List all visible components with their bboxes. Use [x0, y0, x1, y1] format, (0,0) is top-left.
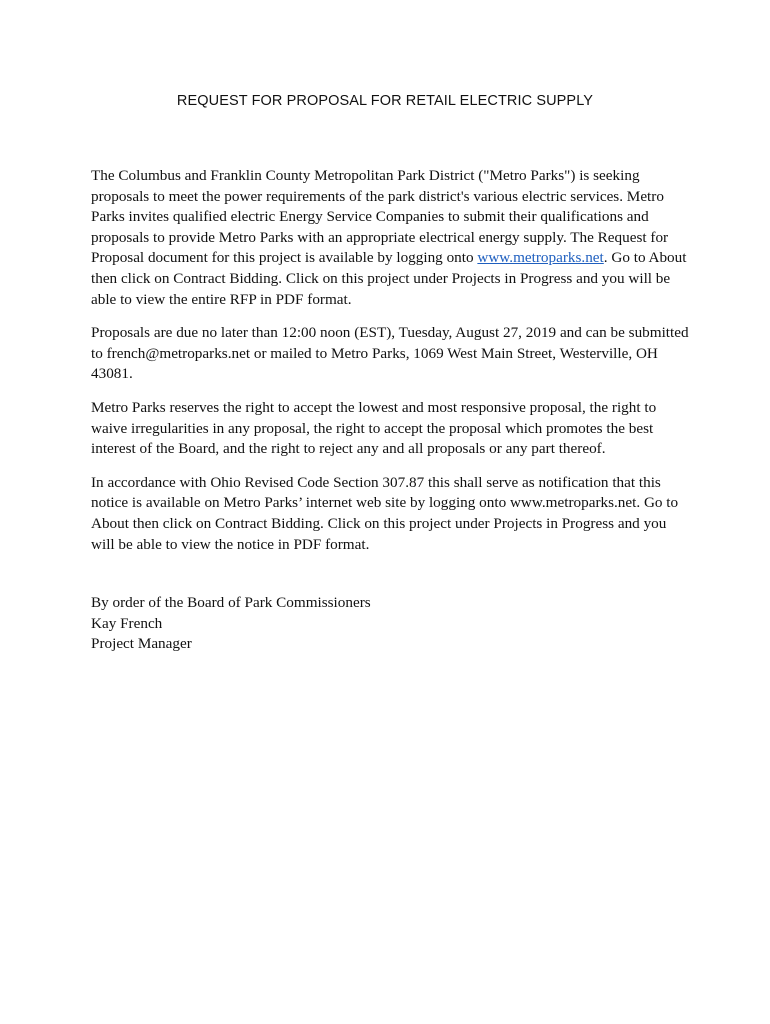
document-body	[91, 166, 691, 668]
signature-order-line: By order of the Board of Park Commissioners	[91, 594, 371, 612]
paragraph-intro-text-end: . Go to About then click on Contract Bidding. Click on this project under Projects in Progress and you will be able to view the entire RFP in PDF format.	[91, 249, 687, 308]
metroparks-link[interactable]: www.metroparks.net	[477, 249, 604, 267]
paragraph-intro-text: The Columbus and Franklin County Metropolitan Park District ("Metro Parks") is seeking proposals to meet the power requirements of the park district's various electric services. Metro Parks invites qualified electric Energy Service Companies to submit their qualifications and proposals to provide Metro Parks with an appropriate electrical energy supply. The Request for Proposal document for this project is available by logging onto	[91, 167, 669, 267]
paragraph-intro	[91, 166, 691, 310]
paragraph-reservations: Metro Parks reserves the right to accept the lowest and most responsive proposal, the right to waive irregularities in any proposal, the right to accept the proposal which promotes the best interest of the Board, and the right to reject any and all proposals or any part thereof.	[91, 398, 657, 458]
paragraph-due-date: Proposals are due no later than 12:00 noon (EST), Tuesday, August 27, 2019 and can be submitted to french@metroparks.net or mailed to Metro Parks, 1069 West Main Street, Westerville, OH 43081.	[91, 324, 689, 383]
signature-name: Kay French	[91, 614, 163, 632]
document-title: REQUEST FOR PROPOSAL FOR RETAIL ELECTRIC SUPPLY	[176, 93, 594, 109]
signature-title: Project Manager	[91, 635, 192, 653]
paragraph-notification: In accordance with Ohio Revised Code Section 307.87 this shall serve as notification that this notice is available on Metro Parks’ internet web site by logging onto www.metroparks.net. Go to About then click on Contract Bidding. Click on this project under Projects in Progress and you will be able to view the notice in PDF format.	[91, 473, 679, 553]
signature-block	[91, 593, 691, 655]
